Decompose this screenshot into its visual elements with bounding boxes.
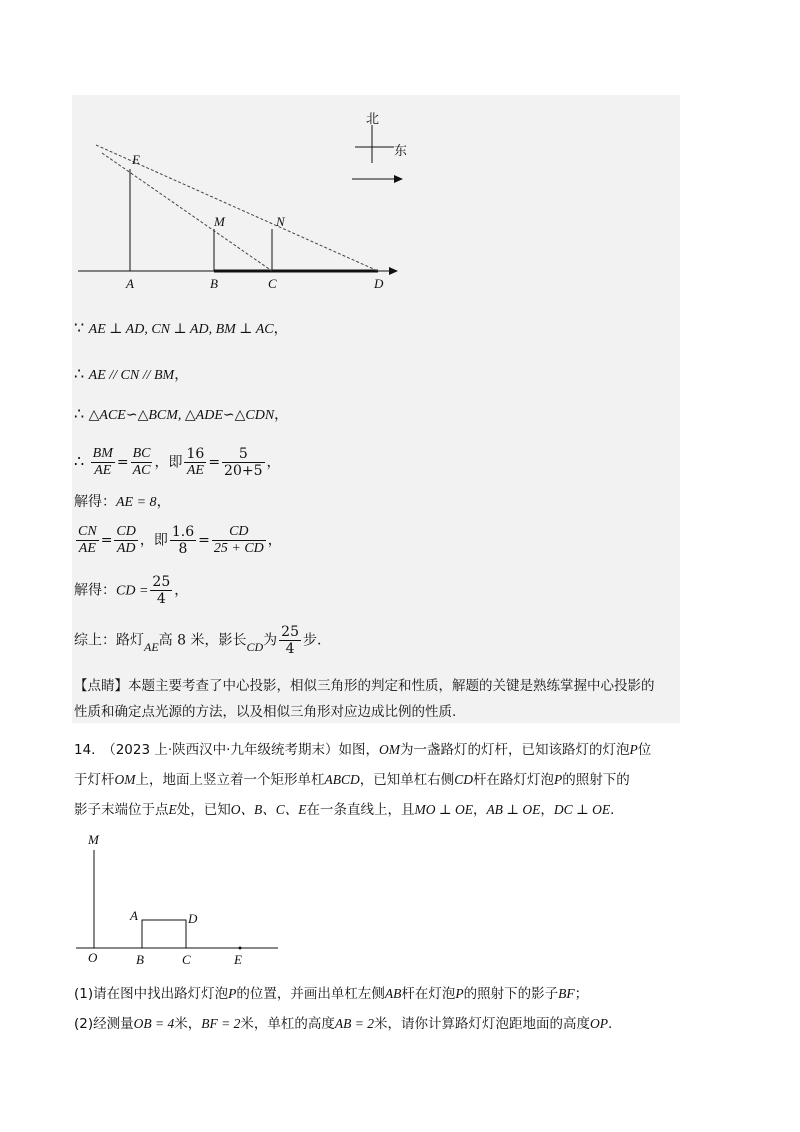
fraction-1.6-8: $\frac{1.6}{8}$ xyxy=(171,524,195,557)
line-2: ∴ AE // CN // BM， xyxy=(74,364,189,383)
fraction-5-25: $\frac{5}{20+5}$ xyxy=(224,446,263,479)
fig2-label-A: A xyxy=(130,908,138,923)
comment-line-2: 性质和确定点光源的方法，以及相似三角形对应边成比例的性质. xyxy=(74,704,457,720)
compass-north-label: 北 xyxy=(366,112,380,127)
fraction-cn-ae: $\frac{CN}{AE}$ xyxy=(78,524,97,556)
problem-14-line-3: 影子末端位于点E处，已知O、B、C、E在一条直线上，且MO ⊥ OE，AB ⊥ OE，DC ⊥ OE. xyxy=(74,802,615,818)
label-E: E xyxy=(132,152,140,167)
fraction-25-4: $\frac{25}{4}$ xyxy=(152,574,171,607)
line-7: 解得：CD = $\frac{25}{4}$ ， xyxy=(74,574,189,607)
fraction-bm-ae: $\frac{BM}{AE}$ xyxy=(92,446,113,478)
fig2-label-D: D xyxy=(188,911,198,926)
fraction-25-4-final: $\frac{25}{4}$ xyxy=(281,624,299,657)
fig2-label-C: C xyxy=(182,952,191,967)
problem-14-line-2: 于灯杆OM上，地面上竖立着一个矩形单杠ABCD，已知单杠右侧CD杆在路灯灯泡P的照射下的 xyxy=(74,772,630,788)
label-C: C xyxy=(268,276,277,291)
label-M: M xyxy=(214,214,225,229)
line-1: ∵ AE ⊥ AD, CN ⊥ AD, BM ⊥ AC， xyxy=(74,318,288,337)
fig2-label-B: B xyxy=(136,952,144,967)
line-3: ∴ △ACE∽△BCM, △ADE∽△CDN， xyxy=(74,404,289,423)
comment-line-1: 【点睛】本题主要考查了中心投影，相似三角形的判定和性质，解题的关键是熟练掌握中心投影的 xyxy=(74,678,655,694)
question-1: (1)请在图中找出路灯灯泡P的位置，并画出单杠左侧AB杆在灯泡P的照射下的影子BF； xyxy=(74,986,589,1002)
question-2: (2)经测量OB = 4米，BF = 2米，单杠的高度AB = 2米，请你计算路灯灯泡距地面的高度OP. xyxy=(74,1016,613,1032)
line-5: 解得：AE = 8， xyxy=(74,494,171,510)
line-8: 综上：路灯AE高 8 米，影长CD为 $\frac{25}{4}$ 步. xyxy=(74,624,322,657)
figure-2-diagram xyxy=(72,830,292,970)
label-N: N xyxy=(276,214,285,229)
point-e xyxy=(239,947,242,950)
fig2-label-O: O xyxy=(88,950,98,965)
fraction-cd-ad: $\frac{CD}{AD}$ xyxy=(116,524,136,556)
direction-arrow-head xyxy=(394,175,403,183)
ray-ec xyxy=(102,153,272,271)
line-6: $\frac{CN}{AE}$ = $\frac{CD}{AD}$ ，即 $\frac{1.6}{8}$ = $\frac{CD}{25 + CD}$ ， xyxy=(78,524,282,557)
label-A: A xyxy=(126,276,134,291)
label-D: D xyxy=(374,276,384,291)
fraction-bc-ac: $\frac{BC}{AC}$ xyxy=(132,446,151,478)
fraction-cd-25cd: $\frac{CD}{25 + CD}$ xyxy=(213,524,264,556)
figure-1-diagram xyxy=(72,95,412,295)
fraction-16-ae: $\frac{16}{AE}$ xyxy=(186,446,205,478)
fig2-label-E: E xyxy=(234,952,242,967)
compass-east-label: 东 xyxy=(394,144,408,159)
rect-abcd xyxy=(142,920,186,948)
problem-14-line-1: 14. （2023 上·陕西汉中·九年级统考期末）如图，OM为一盏路灯的灯杆，已知该路灯的灯泡P位 xyxy=(74,742,652,758)
fig2-label-M: M xyxy=(88,832,99,847)
ground-arrow-head xyxy=(389,267,398,275)
line-4: ∴ $\frac{BM}{AE}$ = $\frac{BC}{AC}$ ，即 $\frac{16}{AE}$ = $\frac{5}{20+5}$ ， xyxy=(74,446,281,479)
label-B: B xyxy=(210,276,218,291)
